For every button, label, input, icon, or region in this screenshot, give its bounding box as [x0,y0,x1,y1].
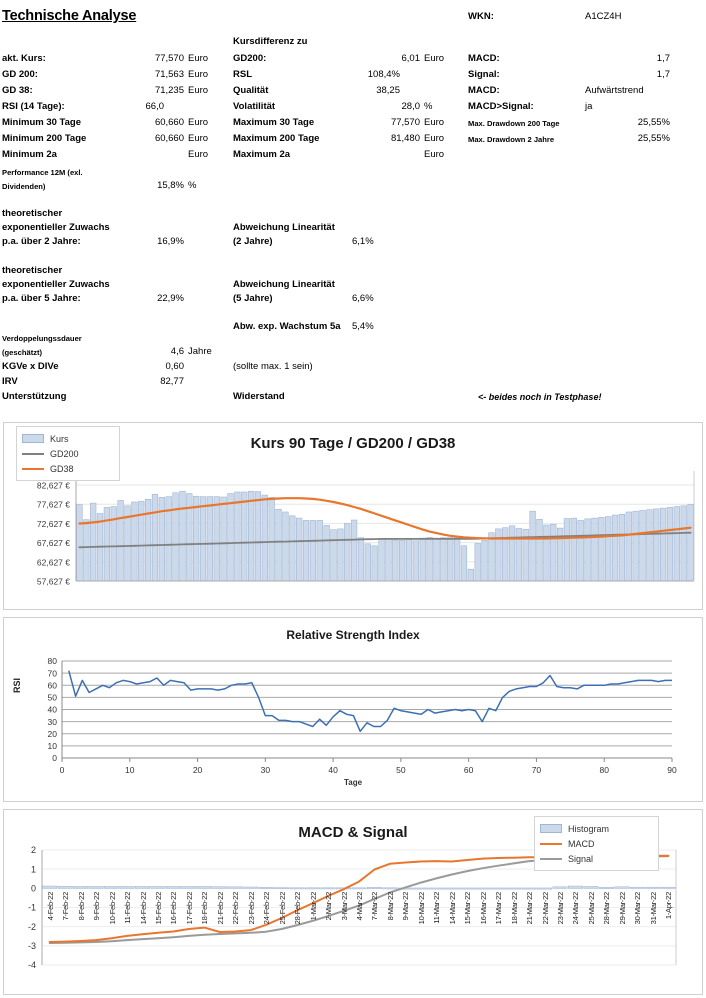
macd-date-tick: 28-Feb-22 [293,892,303,925]
legend-item-kurs[interactable] [22,431,111,446]
svg-text:82,627 €: 82,627 € [36,480,70,491]
performance-block [0,160,706,415]
metric-label-drawdown-2y: Max. Drawdown 2 Jahre [468,135,555,144]
svg-text:-4: -4 [27,960,36,971]
metric-unit-min2a: Euro [188,149,209,160]
growth2-label-line3: p.a. über 2 Jahre: [2,236,81,247]
legend-label: GD200 [50,448,79,459]
macd-date-tick: 14-Mar-22 [447,892,457,925]
page-header [0,0,706,34]
svg-text:-2: -2 [27,921,36,932]
macd-date-tick: 15-Mar-22 [463,892,473,925]
metric-label-macd: MACD: [468,53,500,64]
testphase-note: <- beides noch in Testphase! [478,392,602,402]
kgve-label: KGVe x DIVe [2,361,59,372]
macd-date-tick: 10-Feb-22 [107,892,117,925]
legend-label: Signal [568,853,594,864]
svg-text:0: 0 [59,765,65,775]
legend-item-signal[interactable] [540,851,650,866]
metric-value-rsl: 108,4% [367,69,400,80]
svg-text:90: 90 [667,765,677,775]
legend-item-gd200[interactable] [22,446,111,461]
macd-date-tick: 24-Feb-22 [262,892,272,925]
svg-text:40: 40 [328,765,338,775]
macd-date-tick: 25-Mar-22 [586,892,596,925]
chart-title-kurs: Kurs 90 Tage / GD200 / GD38 [250,435,456,452]
metric-value-rsi14: 66,0 [145,101,164,112]
metric-label-min30: Minimum 30 Tage [2,117,82,128]
metric-label-signal: Signal: [468,69,500,80]
metrics-table [0,34,706,160]
metric-unit-akt-kurs: Euro [188,53,209,64]
svg-text:30: 30 [47,716,57,727]
macd-date-tick: 16-Feb-22 [169,892,179,925]
svg-text:67,627 €: 67,627 € [36,538,70,549]
macd-date-tick: 7-Mar-22 [370,892,380,921]
svg-text:0: 0 [30,883,36,894]
legend-line-gd38 [22,468,44,470]
metric-value-macd: 1,7 [656,53,670,64]
metric-label-min2a: Minimum 2a [2,149,57,160]
svg-text:20: 20 [192,765,203,775]
metric-value-max30: 77,570 [390,117,420,128]
macd-date-tick: 17-Mar-22 [494,892,504,925]
wkn-label: WKN: [468,11,494,22]
dev2-value: 6,1% [352,236,374,247]
chart-panel-macd [3,809,703,995]
svg-text:-3: -3 [27,941,36,952]
macd-date-tick: 10-Mar-22 [416,892,426,925]
svg-text:62,627 €: 62,627 € [36,557,70,568]
kursdifferenz-header: Kursdifferenz zu [233,36,308,47]
metric-unit-min30: Euro [188,117,209,128]
metric-label-max30: Maximum 30 Tage [233,117,315,128]
macd-date-tick: 11-Feb-22 [123,892,133,925]
svg-text:20: 20 [47,728,57,739]
legend-item-gd38[interactable] [22,461,111,476]
macd-date-tick: 30-Mar-22 [633,892,643,925]
macd-date-tick: 9-Mar-22 [401,892,411,921]
macd-date-tick: 17-Feb-22 [184,892,194,925]
metric-unit-min200: Euro [188,133,209,144]
abw-exp-label: Abw. exp. Wachstum 5a [233,321,341,332]
chart-ylabel-rsi: RSI [12,678,22,694]
metric-label-macd-gt-signal: MACD>Signal: [468,101,534,112]
metric-unit-gd38: Euro [188,85,209,96]
dev2-label-line2: (2 Jahre) [233,236,273,247]
metric-label-akt-kurs: akt. Kurs: [2,53,46,64]
metric-value-akt-kurs: 77,570 [154,53,184,64]
macd-date-tick: 11-Mar-22 [432,892,442,925]
svg-text:1: 1 [30,864,36,875]
legend-swatch-histogram [540,824,562,833]
macd-date-tick: 2-Mar-22 [324,892,334,921]
svg-text:50: 50 [396,765,406,775]
macd-date-tick: 14-Feb-22 [138,892,148,925]
macd-date-tick: 16-Mar-22 [478,892,488,925]
metric-value-qualitaet: 38,25 [376,85,400,96]
svg-text:70: 70 [47,668,57,679]
kgve-note: (sollte max. 1 sein) [233,361,313,372]
macd-date-tick: 28-Mar-22 [602,892,612,925]
svg-text:60: 60 [463,765,474,775]
metric-label-gd200: GD 200: [2,69,38,80]
svg-text:10: 10 [47,741,57,752]
svg-text:57,627 €: 57,627 € [36,576,70,587]
resistance-label: Widerstand [233,391,285,402]
doubling-unit: Jahre [188,346,212,357]
chart-title-rsi: Relative Strength Index [286,628,420,642]
legend-label: Histogram [568,823,610,834]
macd-date-tick: 22-Mar-22 [540,892,550,925]
perf-12m-unit: % [188,180,197,191]
macd-date-tick: 24-Mar-22 [571,892,581,925]
metric-label-gd200-diff: GD200: [233,53,267,64]
legend-line-signal [540,858,562,860]
legend-line-macd [540,843,562,845]
legend-item-macd[interactable] [540,836,650,851]
metric-value-macd-trend: Aufwärtstrend [585,85,644,96]
svg-text:10: 10 [125,765,135,775]
chart-xlabel-rsi: Tage [343,778,363,787]
metric-value-max200: 81,480 [390,133,420,144]
metric-label-min200: Minimum 200 Tage [2,133,87,144]
support-label: Unterstützung [2,391,67,402]
metric-value-drawdown-200: 25,55% [637,117,670,128]
macd-date-tick: 29-Mar-22 [617,892,627,925]
perf-12m-value: 15,8% [157,180,184,191]
legend-item-histogram[interactable] [540,821,650,836]
dev5-label-line1: Abweichung Linearität [233,279,335,290]
svg-text:80: 80 [47,656,57,667]
macd-date-tick: 15-Feb-22 [153,892,163,925]
svg-text:40: 40 [47,704,57,715]
metric-value-gd38: 71,235 [154,85,184,96]
perf-12m-label-line2: Dividenden) [2,182,46,191]
macd-date-tick: 25-Feb-22 [277,892,287,925]
legend-swatch-kurs [22,434,44,443]
metric-label-rsl: RSL [233,69,252,80]
page-title: Technische Analyse [2,8,137,24]
metric-label-gd38: GD 38: [2,85,33,96]
svg-text:80: 80 [599,765,609,775]
svg-text:-1: -1 [27,902,36,913]
chart-legend-kurs[interactable] [16,426,120,481]
macd-date-tick: 23-Mar-22 [556,892,566,925]
svg-text:70: 70 [531,765,542,775]
metric-value-signal: 1,7 [656,69,670,80]
metric-unit-gd200: Euro [188,69,209,80]
svg-text:60: 60 [47,680,57,691]
chart-panel-kurs [3,422,703,610]
chart-panel-rsi [3,617,703,802]
metric-value-volatilitaet: 28,0 [401,101,420,112]
svg-text:50: 50 [47,692,57,703]
doubling-label-line2: (geschätzt) [2,348,43,357]
svg-text:72,627 €: 72,627 € [36,518,70,529]
macd-date-tick: 8-Feb-22 [76,892,86,921]
svg-text:77,627 €: 77,627 € [36,499,70,510]
macd-date-tick: 21-Feb-22 [215,892,225,925]
macd-date-tick: 9-Feb-22 [92,892,102,921]
growth5-label-line1: theoretischer [2,265,63,276]
abw-exp-value: 5,4% [352,321,374,332]
metric-value-gd200-diff: 6,01 [401,53,420,64]
macd-date-tick: 31-Mar-22 [648,892,658,925]
metric-value-macd-gt-signal: ja [585,101,593,112]
macd-date-tick: 8-Mar-22 [385,892,395,921]
metric-unit-max200: Euro [424,133,445,144]
perf-12m-label-line1: Performance 12M (exl. [2,168,83,177]
metric-unit-max2a: Euro [424,149,445,160]
svg-text:2: 2 [30,845,36,856]
metric-unit-gd200-diff: Euro [424,53,445,64]
macd-date-tick: 4-Mar-22 [355,892,364,921]
metric-label-macd-trend: MACD: [468,85,500,96]
macd-date-tick: 22-Feb-22 [231,892,241,925]
metric-value-gd200: 71,563 [154,69,184,80]
macd-date-tick: 18-Mar-22 [509,892,519,925]
macd-date-tick: 1-Apr-22 [664,892,674,920]
metric-value-drawdown-2y: 25,55% [637,133,670,144]
growth5-label-line3: p.a. über 5 Jahre: [2,293,81,304]
dev5-value: 6,6% [352,293,374,304]
dev5-label-line2: (5 Jahre) [233,293,273,304]
growth2-label-line1: theoretischer [2,208,63,219]
chart-title-macd: MACD & Signal [298,824,408,841]
growth2-label-line2: exponentieller Zuwachs [2,222,110,233]
growth2-value: 16,9% [157,236,184,247]
macd-date-tick: 23-Feb-22 [246,892,256,925]
macd-date-tick: 3-Mar-22 [339,892,349,921]
chart-legend-macd[interactable] [534,816,659,871]
metric-label-drawdown-200: Max. Drawdown 200 Tage [468,119,560,128]
metric-label-max2a: Maximum 2a [233,149,291,160]
legend-label: MACD [568,838,595,849]
macd-date-tick: 21-Mar-22 [525,892,535,925]
metric-value-min30: 60,660 [154,117,184,128]
metric-label-rsi14: RSI (14 Tage): [2,101,65,112]
legend-label: GD38 [50,463,74,474]
legend-label: Kurs [50,433,69,444]
wkn-value: A1CZ4H [585,11,622,22]
kgve-value: 0,60 [165,361,184,372]
dev2-label-line1: Abweichung Linearität [233,222,335,233]
metric-label-max200: Maximum 200 Tage [233,133,320,144]
metric-unit-volatilitaet: % [424,101,433,112]
doubling-label-line1: Verdoppelungssdauer [2,334,82,343]
growth5-value: 22,9% [157,293,184,304]
macd-date-tick: 7-Feb-22 [61,892,71,921]
legend-line-gd200 [22,453,44,455]
metric-label-qualitaet: Qualität [233,85,269,96]
macd-date-tick: 1-Mar-22 [308,892,318,921]
irv-value: 82,77 [160,376,184,387]
metric-label-volatilitaet: Volatilität [233,101,276,112]
doubling-value: 4,6 [170,346,184,357]
metric-unit-max30: Euro [424,117,445,128]
svg-text:30: 30 [260,765,271,775]
growth5-label-line2: exponentieller Zuwachs [2,279,110,290]
svg-text:0: 0 [52,753,57,764]
macd-date-tick: 18-Feb-22 [200,892,210,925]
macd-date-tick: 4-Feb-22 [45,892,55,921]
irv-label: IRV [2,376,18,387]
metric-value-min200: 60,660 [154,133,184,144]
